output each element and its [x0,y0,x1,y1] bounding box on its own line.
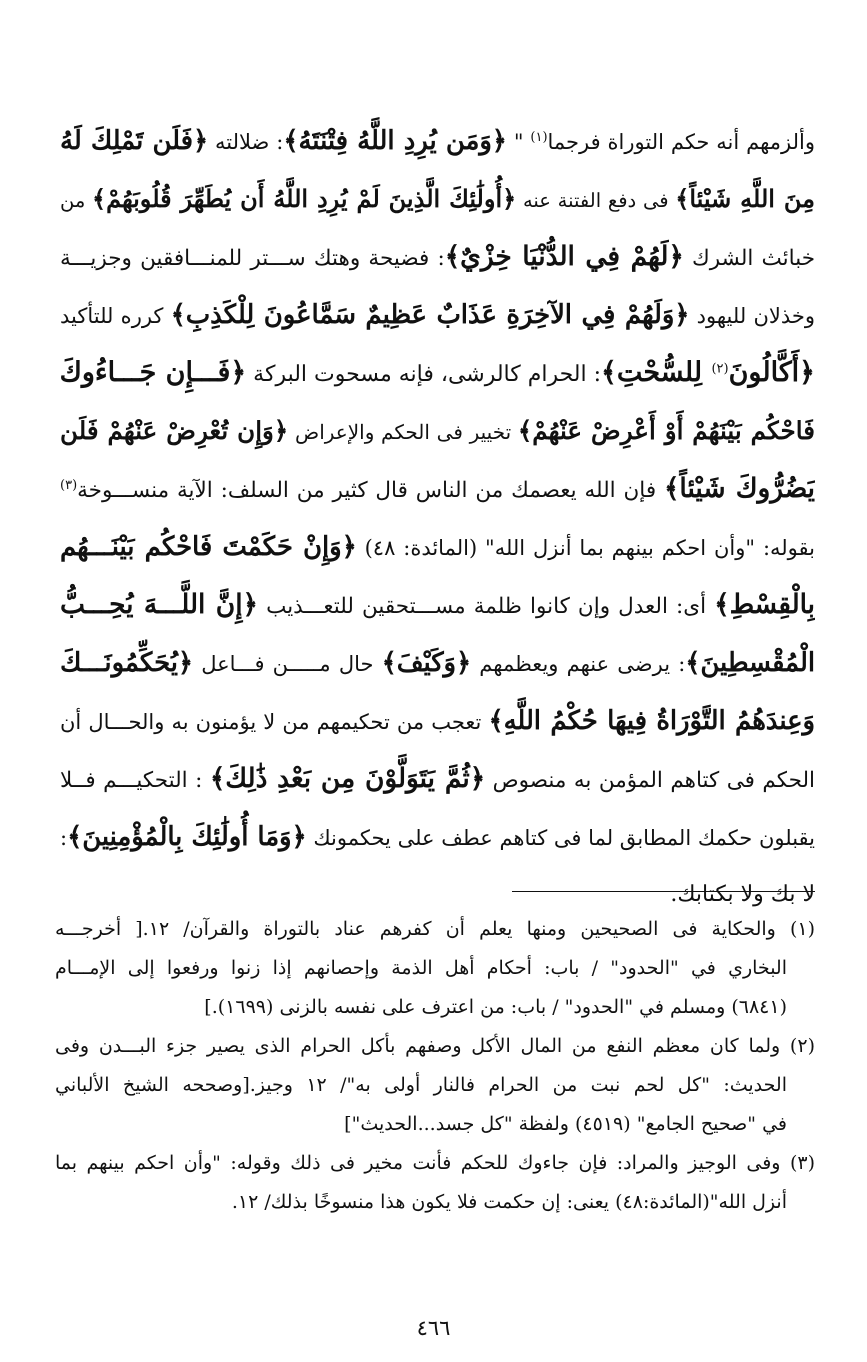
quran-verse: ﴿لَهُمْ فِي الدُّنْيَا خِزْيٌ﴾ [444,241,684,272]
footnotes-block [55,910,815,1222]
commentary-text: فى دفع الفتنة عنه [516,189,676,212]
footnote [55,1144,815,1222]
footnote-marker: (١) [530,130,548,145]
footnote-line: (٢) ولما كان معظم النفع من المال الأكل وصفهم بأكل الحرام الذى يصير جزء البـــدن وفى [55,1035,815,1057]
commentary-text: الحكم فى كتاهم المؤمن به منصوص [485,768,815,793]
footnote-line: (٦٨٤١) ومسلم في "الحدود" / باب: من اعترف على نفسه بالزنى (١٦٩٩).] [204,996,787,1018]
text-line [60,518,815,576]
commentary-text: حال مـــــن فـــاعل [193,652,382,676]
quran-verse: لِلسُّحْتِ﴾ [601,357,712,388]
commentary-text: من [60,189,93,212]
footnote-marker: (٣) [60,477,78,493]
quran-verse: يَضُرُّوكَ شَيْئاً﴾ [663,473,815,504]
commentary-text: : ضلالته [208,130,284,154]
page-number: ٤٦٦ [416,1316,451,1340]
quran-verse: ﴿أُولَٰئِكَ الَّذِينَ لَمْ يُرِدِ اللَّهُ أَن يُطَهِّرَ قُلُوبَهُمْ﴾ [92,184,517,213]
text-line [60,112,815,170]
text-line [60,634,815,692]
commentary-text: وخذلان لليهود [689,304,815,328]
quran-verse: وَعِندَهُمُ التَّوْرَاةُ فِيهَا حُكْمُ اللَّهِ﴾ [488,706,815,736]
quran-verse: بِالْقِسْطِ﴾ [714,589,815,620]
quran-verse: مِنَ اللَّهِ شَيْئاً﴾ [675,184,815,213]
quran-verse: فَاحْكُم بَيْنَهُمْ أَوْ أَعْرِضْ عَنْهُمْ﴾ [517,416,815,445]
quran-verse: ﴿وَمَا أُولَٰئِكَ بِالْمُؤْمِنِينَ﴾ [67,822,307,852]
commentary-text: أى: العدل وإن كانوا ظلمة مســـتحقين للتعـــذيب [258,594,715,619]
quran-verse: ﴿ثُمَّ يَتَوَلَّوْنَ مِن بَعْدِ ذَٰلِكَ﴾ [209,763,486,794]
footnote [55,1027,815,1144]
commentary-text: : التحكيـــم فــلا [60,768,210,793]
commentary-text: : يرضى عنهم ويعظمهم [471,652,686,676]
quran-verse: ﴿إِنَّ اللَّـــهَ يُحِـــبُّ [60,589,258,620]
footnote-line: أنزل الله"(المائدة:٤٨) يعنى: إن حكمت فلا يكون هذا منسوخًا بذلك/ ١٢. [231,1191,787,1213]
quran-verse: الْمُقْسِطِينَ﴾ [685,648,815,678]
footnote-line: البخاري في "الحدود" / باب: أحكام أهل الذمة وإحصانهم إذا زنوا ورفعوا إلى الإمـــام [55,957,787,979]
commentary-text: كرره للتأكيد [60,304,171,328]
text-line [60,750,815,808]
commentary-text: وألزمهم أنه حكم التوراة فرجما [547,130,815,154]
commentary-text: يقبلون حكمك المطابق لما فى كتاهم عطف على يحكمونك [306,826,815,850]
footnote-line: الحديث: "كل لحم نبت من الحرام فالنار أولى به"/ ١٢ وجيز.[وصححه الشيخ الألباني [55,1074,787,1096]
quran-verse: ﴿يُحَكِّمُونَـــكَ [60,648,194,678]
footnote-separator [512,891,815,892]
quran-verse: ﴿فَلَن تَمْلِكَ لَهُ [60,126,209,156]
text-line [60,170,815,228]
quran-verse: ﴿وَإِن تُعْرِضْ عَنْهُمْ فَلَن [60,416,289,445]
main-text-block [60,112,815,924]
quran-verse: ﴿وَإِنْ حَكَمْتَ فَاحْكُم بَيْنَـــهُم [60,532,357,562]
commentary-text: فإن الله يعصمك من الناس قال كثير من السلف: الآية منســـوخة [77,478,664,503]
quran-verse: ﴿أَكَّالُونَ [728,357,815,388]
footnote [55,910,815,1027]
footnote-line: (٣) وفى الوجيز والمراد: فإن جاءوك للحكم فأنت مخير فى ذلك وقوله: "وأن احكم بينهم بما [55,1152,815,1174]
footnote-line: (١) والحكاية فى الصحيحين ومنها يعلم أن كفرهم عناد بالتوراة والقرآن/ ١٢.[ أخرجـــه [55,918,815,940]
commentary-text: : الحرام كالرشى، فإنه مسحوت البركة [246,362,602,387]
commentary-text: : فضيحة وهتك ســـتر للمنـــافقين وجزيـــة [60,246,445,271]
commentary-text: خبائث الشرك [683,246,815,271]
footnote-line: في "صحيح الجامع" (٤٥١٩) ولفظة "كل جسد...الحديث"] [344,1113,787,1135]
commentary-text: : [60,826,68,850]
text-line [60,808,815,866]
commentary-text: بقوله: "وأن احكم بينهم بما أنزل الله" (المائدة: ٤٨) [356,536,815,560]
quran-verse: ﴿وَلَهُمْ فِي الآخِرَةِ عَذَابٌ عَظِيمٌ سَمَّاعُونَ لِلْكَذِبِ﴾ [170,300,690,330]
commentary-text: " [506,130,531,154]
text-line [60,460,815,518]
text-line [60,576,815,634]
text-line [60,344,815,402]
text-line [60,228,815,286]
text-line [60,402,815,460]
quran-verse: ﴿وَمَن يُرِدِ اللَّهُ فِتْنَتَهُ﴾ [283,126,507,156]
quran-verse: ﴿وَكَيْفَ﴾ [381,648,472,678]
commentary-text: لا بك ولا بكتابك. [670,882,815,907]
quran-verse: ﴿فَـــإِن جَـــاءُوكَ [60,357,247,388]
commentary-text: تخيير فى الحكم والإعراض [288,420,518,444]
text-line [60,692,815,750]
text-line [60,286,815,344]
footnote-marker: (٢) [711,361,729,377]
commentary-text: تعجب من تحكيمهم من لا يؤمنون به والحـــال أن [60,710,489,734]
